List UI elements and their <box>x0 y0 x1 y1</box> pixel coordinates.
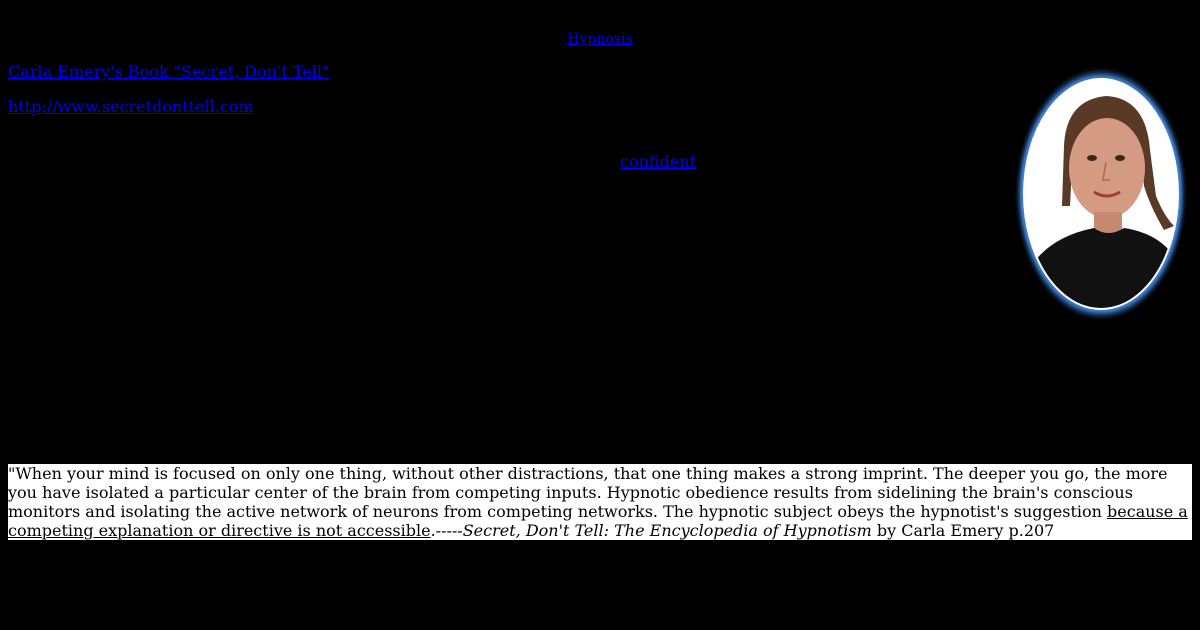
top-nav <box>0 30 1200 48</box>
book-link-row <box>8 62 329 82</box>
book-title-link[interactable]: Carla Emery's Book "Secret, Don't Tell" <box>8 62 330 81</box>
confident-link-row <box>620 152 696 172</box>
website-link-row <box>8 97 254 117</box>
quote-attribution: by Carla Emery p.207 <box>871 521 1055 540</box>
quote-underlined-text: because a competing explanation or directive is not accessible <box>8 502 1188 540</box>
author-portrait-image <box>1014 66 1188 322</box>
website-link[interactable]: http://www.secretdonttell.com <box>8 97 254 116</box>
quote-text: "When your mind is focused on only one thing, without other distractions, that one thing makes a strong imprint. The deeper you go, the more you have isolated a particular center of the brain from competing inputs. Hypnotic obedience results from sidelining the brain's conscious monitors and isolating the active network of neurons from competing networks. The hypnotic subject obeys the hypnotist's suggestion <box>8 464 1168 521</box>
quote-book-title: Secret, Don't Tell: The Encyclopedia of Hypnotism <box>462 521 872 540</box>
quote-dashes: .----- <box>430 521 463 540</box>
confident-link[interactable]: confident <box>620 152 697 171</box>
hypnosis-link[interactable]: Hypnosis <box>567 31 633 47</box>
hypnosis-quote <box>8 464 1192 540</box>
